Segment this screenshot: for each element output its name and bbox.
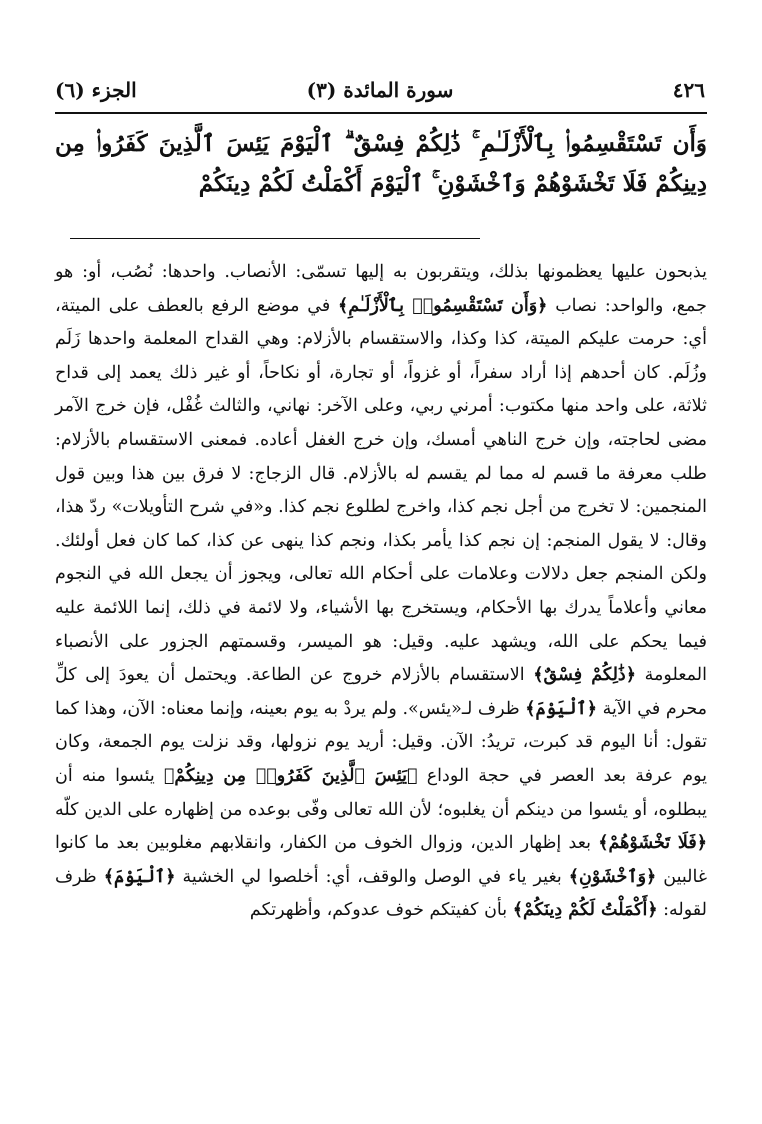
commentary-text bbox=[55, 256, 707, 928]
commentary-segment: بغير ياء في الوصل والوقف، أي: أخلصوا لي الخشية bbox=[175, 866, 569, 887]
quran-quote: ﴿فَلَا تَخْشَوْهُمْ﴾ bbox=[598, 833, 707, 854]
commentary-segment: ظرف لقوله: bbox=[55, 866, 707, 921]
verse-divider bbox=[70, 238, 480, 239]
quran-quote: ﴿وَٱخْشَوْنِ﴾ bbox=[568, 866, 657, 887]
quran-quote: ﴿يَئِسَ ٱلَّذِينَ كَفَرُوا۟ مِن دِينِكُمْ﴾ bbox=[163, 765, 418, 786]
commentary-segment: يذبحون عليها يعظمونها بذلك، ويتقربون به إليها تسمّى: الأنصاب. واحدها: نُصُب، أو: هو جمع، والواحد: نصاب bbox=[55, 262, 707, 316]
commentary-segment: بعد إظهار الدين، وزوال الخوف من الكفار، وانقلابهم مغلوبين بعد ما كانوا غالبين bbox=[55, 833, 707, 887]
commentary-segment: يئسوا منه أن يبطلوه، أو يئسوا من دينكم أن يغلبوه؛ لأن الله تعالى وفّى بوعده من إظهاره على الدين كلّه bbox=[55, 765, 707, 820]
commentary-paragraph bbox=[55, 256, 707, 928]
commentary-segment: الاستقسام بالأزلام خروج عن الطاعة. ويحتمل أن يعودَ إلى كلِّ محرم في الآية bbox=[55, 665, 707, 719]
quran-verse: وَأَن تَسْتَقْسِمُوا۟ بِٱلْأَزْلَـٰمِ ۚ ذَٰلِكُمْ فِسْقٌ ۗ ٱلْيَوْمَ يَئِسَ ٱلَّذِينَ كَفَرُوا۟ مِن دِينِكُمْ فَلَا تَخْشَوْهُمْ وَٱخْشَوْنِ ۚ ٱلْيَوْمَ أَكْمَلْتُ لَكُمْ دِينَكُمْ bbox=[55, 130, 707, 197]
page-header bbox=[55, 78, 705, 112]
quran-quote: ﴿وَأَن تَسْتَقْسِمُوا۟ بِٱلْأَزْلَـٰمِ﴾ bbox=[338, 295, 548, 316]
quran-quote: ﴿ٱلْيَوْمَ﴾ bbox=[525, 698, 598, 719]
surah-title: سورة المائدة (٣) bbox=[306, 78, 454, 102]
header-divider bbox=[55, 112, 707, 114]
commentary-segment: بأن كفيتكم خوف عدوكم، وأظهرتكم bbox=[249, 900, 513, 921]
quran-quote: ﴿ٱلْيَوْمَ﴾ bbox=[103, 866, 176, 887]
quran-quote: ﴿أَكْمَلْتُ لَكُمْ دِينَكُمْ﴾ bbox=[512, 900, 658, 921]
commentary-segment: ظرف لـ«يئس». ولم يردْ به يوم بعينه، وإنما معناه: الآن، وهذا كما تقول: أنا اليوم قد كبرت، تريدُ: الآن. وقيل: أريد يوم نزولها، وقد نزلت يوم الجمعة، وكان يوم عرفة بعد العصر في حجة الوداع bbox=[55, 698, 707, 786]
page-number: ٤٢٦ bbox=[672, 78, 705, 102]
commentary-segment: في موضع الرفع بالعطف على الميتة، أي: حرمت عليكم الميتة، كذا وكذا، والاستقسام بالأزلام: وهي القداح المعلمة واحدها زَلَم وزُلَم. كان أحدهم إذا أراد سفراً، أو غزواً، أو تجارة، أو نكاحاً، أو غير ذلك يعمد إلى قداح ثلاثة، على واحد منها مكتوب: أمرني ربي، وعلى الآخر: نهاني، والثالث غُفْل، فإن خرج الآمر مضى لحاجته، وإن خرج الناهي أمسك، وإن خرج الغفل أعاده. فمعنى الاستقسام بالأزلام: طلب معرفة ما قسم له مما لم يقسم له بالأزلام. قال الزجاج: لا فرق بين هذا وبين قول المنجمين: لا تخرج من أجل نجم كذا، واخرج لطلوع نجم كذا. و«في شرح التأويلات» ردّ هذا، وقال: لا يقول المنجم: إن نجم كذا يأمر بكذا، ونجم كذا ينهى عن كذا، كما كان فعل أولئك. ولكن المنجم جعل دلالات وعلامات على أحكام الله تعالى، ويجوز أن يجعل الله في النجوم معاني وأعلاماً يدرك بها الأحكام، ويستخرج بها الأشياء، ولا لائمة في ذلك، إنما اللائمة عليه فيما يحكم على الله، ويشهد عليه. وقيل: هو الميسر، وقسمتهم الجزور على الأنصباء المعلومة bbox=[55, 295, 707, 686]
quran-quote: ﴿ذَٰلِكُمْ فِسْقٌ﴾ bbox=[533, 665, 636, 686]
juz-label: الجزء (٦) bbox=[55, 78, 137, 102]
